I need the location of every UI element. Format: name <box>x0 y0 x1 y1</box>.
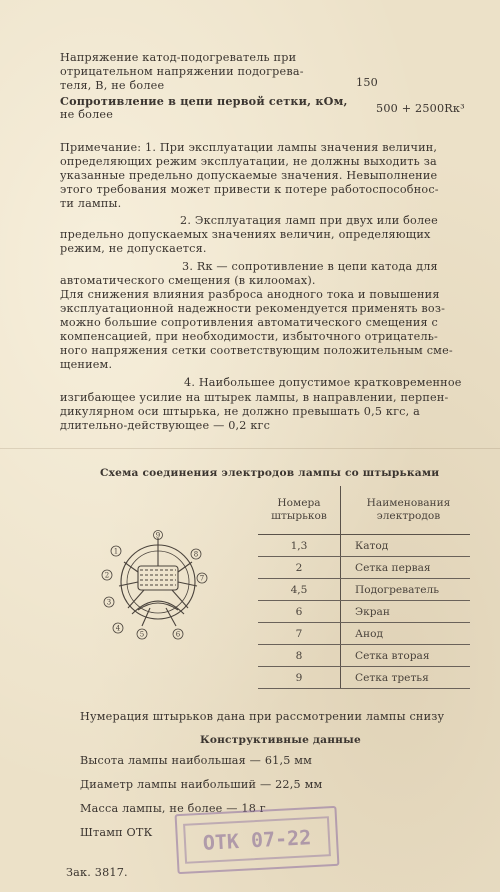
param-line-5: не более <box>60 108 114 121</box>
pin-9 <box>154 531 163 540</box>
pin-4 <box>113 623 123 633</box>
note-line: Для снижения влияния разброса анодного тока и повышения <box>60 288 440 301</box>
electrode-name: Катод <box>341 535 471 557</box>
pin-table <box>258 486 470 689</box>
header-pin-numbers <box>258 486 341 535</box>
note-line: Примечание: 1. При эксплуатации лампы значения величин, <box>60 141 438 154</box>
header-pin-numbers-line1: Номера <box>277 497 321 509</box>
electrode-name: Подогреватель <box>341 579 471 601</box>
table-row <box>258 645 470 667</box>
table-row <box>258 535 470 557</box>
pin-number: 6 <box>258 601 341 623</box>
param-value-1: 150 <box>356 76 378 89</box>
note-line: режим, не допускается. <box>60 242 207 255</box>
note-line: 4. Наибольшее допустимое кратковременное <box>184 376 462 389</box>
electrode-name: Сетка вторая <box>341 645 471 667</box>
electrode-name: Сетка первая <box>341 557 471 579</box>
pin-label: 3 <box>106 598 112 607</box>
note-line: 2. Эксплуатация ламп при двух или более <box>180 214 438 227</box>
pin-label: 8 <box>193 550 199 559</box>
fold-line <box>0 448 500 449</box>
construct-title: Конструктивные данные <box>200 734 361 746</box>
header-electrode-names <box>341 486 471 535</box>
pin-number: 7 <box>258 623 341 645</box>
note-line: определяющих режим эксплуатации, не должны выходить за <box>60 155 437 168</box>
pin-number: 9 <box>258 667 341 689</box>
otk-label: Штамп ОТК <box>80 826 153 839</box>
order-number: Зак. 3817. <box>66 866 128 879</box>
pin-label: 7 <box>199 574 205 583</box>
pin-label: 9 <box>155 531 161 540</box>
pin-label: 6 <box>175 630 181 639</box>
note-line: указанные предельно допускаемые значения. Невыполнение <box>60 169 438 182</box>
pin-number: 4,5 <box>258 579 341 601</box>
numbering-note: Нумерация штырьков дана при рассмотрении лампы снизу <box>80 710 445 723</box>
pin-8 <box>191 549 201 559</box>
note-line: автоматического смещения (в килоомах). <box>60 274 316 287</box>
note-line: 3. Rк — сопротивление в цепи катода для <box>182 260 438 273</box>
table-row <box>258 601 470 623</box>
pin-2 <box>102 570 112 580</box>
pin-1 <box>111 546 121 556</box>
pin-number: 8 <box>258 645 341 667</box>
pin-label: 5 <box>139 630 145 639</box>
pin-label: 1 <box>113 547 119 556</box>
pin-5 <box>137 629 147 639</box>
header-pin-numbers-line2: штырьков <box>271 510 327 522</box>
otk-stamp <box>175 806 340 874</box>
pin-number: 2 <box>258 557 341 579</box>
table-row <box>258 579 470 601</box>
table-row <box>258 667 470 689</box>
electrode-name: Анод <box>341 623 471 645</box>
schema-title: Схема соединения электродов лампы со штырьками <box>100 467 440 479</box>
construct-line: Масса лампы, не более — 18 г <box>80 802 266 815</box>
note-line: эксплуатационной надежности рекомендуется применять воз- <box>60 302 446 315</box>
param-line-4: Сопротивление в цепи первой сетки, кОм, <box>60 94 348 108</box>
note-line: ного напряжения сетки соответствующим положительным сме- <box>60 344 453 357</box>
pin-label: 4 <box>115 624 121 633</box>
heater-arc <box>138 603 178 610</box>
param-value-2: 500 + 2500Rк³ <box>376 102 465 115</box>
note-line: длительно-действующее — 0,2 кгс <box>60 419 271 432</box>
pin-3 <box>104 597 114 607</box>
electrode-name: Экран <box>341 601 471 623</box>
construct-line: Высота лампы наибольшая — 61,5 мм <box>80 754 313 767</box>
pin-label: 2 <box>104 571 110 580</box>
header-electrode-names-line1: Наименования <box>366 497 451 509</box>
table-row <box>258 623 470 645</box>
note-line: компенсацией, при необходимости, избыточного отрицатель- <box>60 330 439 343</box>
note-line: изгибающее усилие на штырек лампы, в направлении, перпен- <box>60 391 449 404</box>
note-line: ти лампы. <box>60 197 122 210</box>
header-electrode-names-line2: электродов <box>376 510 441 522</box>
note-line: можно большие сопротивления автоматического смещения с <box>60 316 439 329</box>
note-line: предельно допускаемых значениях величин, определяющих <box>60 228 431 241</box>
pin-number: 1,3 <box>258 535 341 557</box>
param-line-1: Напряжение катод-подогреватель при <box>60 51 297 64</box>
pin-7 <box>197 573 207 583</box>
tube-base-diagram <box>98 530 218 650</box>
note-line: дикулярном оси штырька, не должно превышать 0,5 кгс, а <box>60 405 421 418</box>
note-line: щением. <box>60 358 113 371</box>
electrode-name: Сетка третья <box>341 667 471 689</box>
note-line: этого требования может привести к потере работоспособнос- <box>60 183 439 196</box>
otk-stamp-text: ОТК 07-22 <box>183 816 331 864</box>
pin-6 <box>173 629 183 639</box>
param-line-3: теля, В, не более <box>60 79 165 92</box>
construct-line: Диаметр лампы наибольший — 22,5 мм <box>80 778 323 791</box>
param-line-2: отрицательном напряжении подогрева- <box>60 65 304 78</box>
table-row <box>258 557 470 579</box>
